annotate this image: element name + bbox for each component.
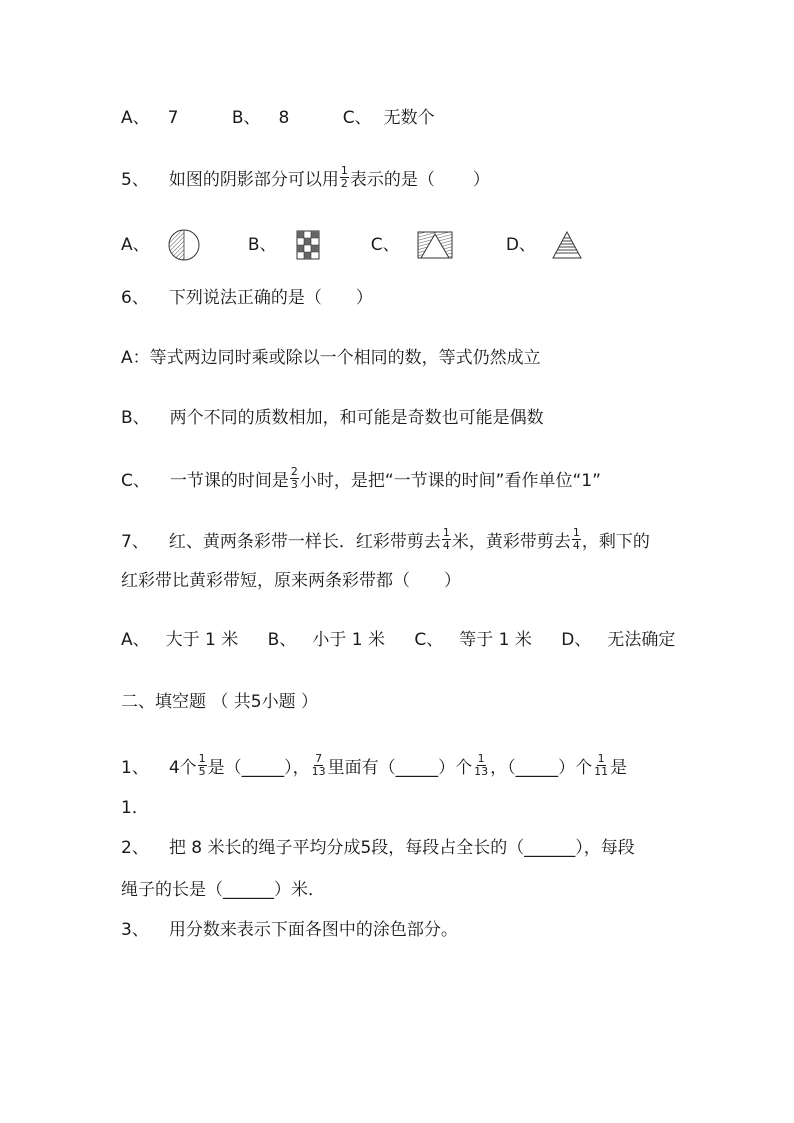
q4-option-c: C、 无数个: [342, 108, 435, 128]
f1-fraction-2: $\frac{7}{13}$: [311, 752, 326, 778]
checkered-square-figure: [296, 230, 320, 260]
fill-question-2-line-2: 绳子的长是（______）米．: [121, 880, 325, 900]
fill-question-1: 1、 4个 $\frac{1}{5}$ 是（_____）， $\frac{7}{13}$ 里面有（_____）个 $\frac{1}{13}$ ，（_____）个 $\frac{1}{11}$ 是: [121, 752, 628, 779]
q5-options: [121, 228, 583, 262]
striped-triangle-figure: [551, 230, 583, 260]
q7-option-b: B、 小于 1 米: [267, 630, 385, 650]
q7-options: [121, 632, 675, 649]
q7-option-c: C、 等于 1 米: [414, 630, 532, 650]
f1-fraction-4: $\frac{1}{11}$: [594, 752, 609, 778]
f1-fraction-1: $\frac{1}{5}$: [198, 752, 206, 778]
q6-statement-b: B、 两个不同的质数相加，和可能是奇数也可能是偶数: [121, 408, 544, 428]
fill-question-1-line-2: 1．: [121, 798, 149, 818]
q6-statement-a: A：等式两边同时乘或除以一个相同的数，等式仍然成立: [121, 348, 541, 368]
q5-option-d: D、: [506, 235, 584, 255]
q6-fraction: $\frac{2}{3}$: [290, 465, 298, 491]
question-6: 6、 下列说法正确的是（ ）: [121, 288, 373, 308]
q7-fraction-2: $\frac{1}{4}$: [572, 526, 580, 552]
q4-options: [121, 110, 435, 127]
q5-option-b: B、: [248, 235, 325, 255]
section-2-title: 二、填空题 （ 共5小题 ）: [121, 692, 319, 712]
q7-line-2: 红彩带比黄彩带短，原来两条彩带都（ ）: [121, 571, 461, 591]
q7-option-a: A、 大于 1 米: [121, 630, 239, 650]
fill-question-2: 2、 把 8 米长的绳子平均分成5段，每段占全长的（______），每段: [121, 838, 635, 858]
q7-option-d: D、 无法确定: [561, 630, 676, 650]
q5-option-c: C、: [371, 235, 459, 255]
q4-option-b: B、 8: [231, 108, 290, 128]
q4-option-a: A、 7: [121, 108, 179, 128]
q7-fraction-1: $\frac{1}{4}$: [442, 526, 450, 552]
square-with-triangle-figure: [417, 231, 453, 259]
q5-fraction: $\frac{1}{2}$: [340, 164, 348, 190]
question-7: 7、 红、黄两条彩带一样长．红彩带剪去 $\frac{1}{4}$ 米，黄彩带剪去 $\frac{1}{4}$ ，剩下的: [121, 526, 650, 553]
q6-statement-c: C、 一节课的时间是 $\frac{2}{3}$ 小时，是把“一节课的时间”看作单位“1”: [121, 465, 601, 492]
question-5: 5、 如图的阴影部分可以用 $\frac{1}{2}$ 表示的是（ ）: [121, 164, 490, 191]
f1-fraction-3: $\frac{1}{13}$: [474, 752, 489, 778]
fill-question-3: 3、 用分数来表示下面各图中的涂色部分。: [121, 920, 458, 940]
circle-half-shaded-figure: [167, 228, 201, 262]
q5-option-a: A、: [121, 235, 206, 255]
